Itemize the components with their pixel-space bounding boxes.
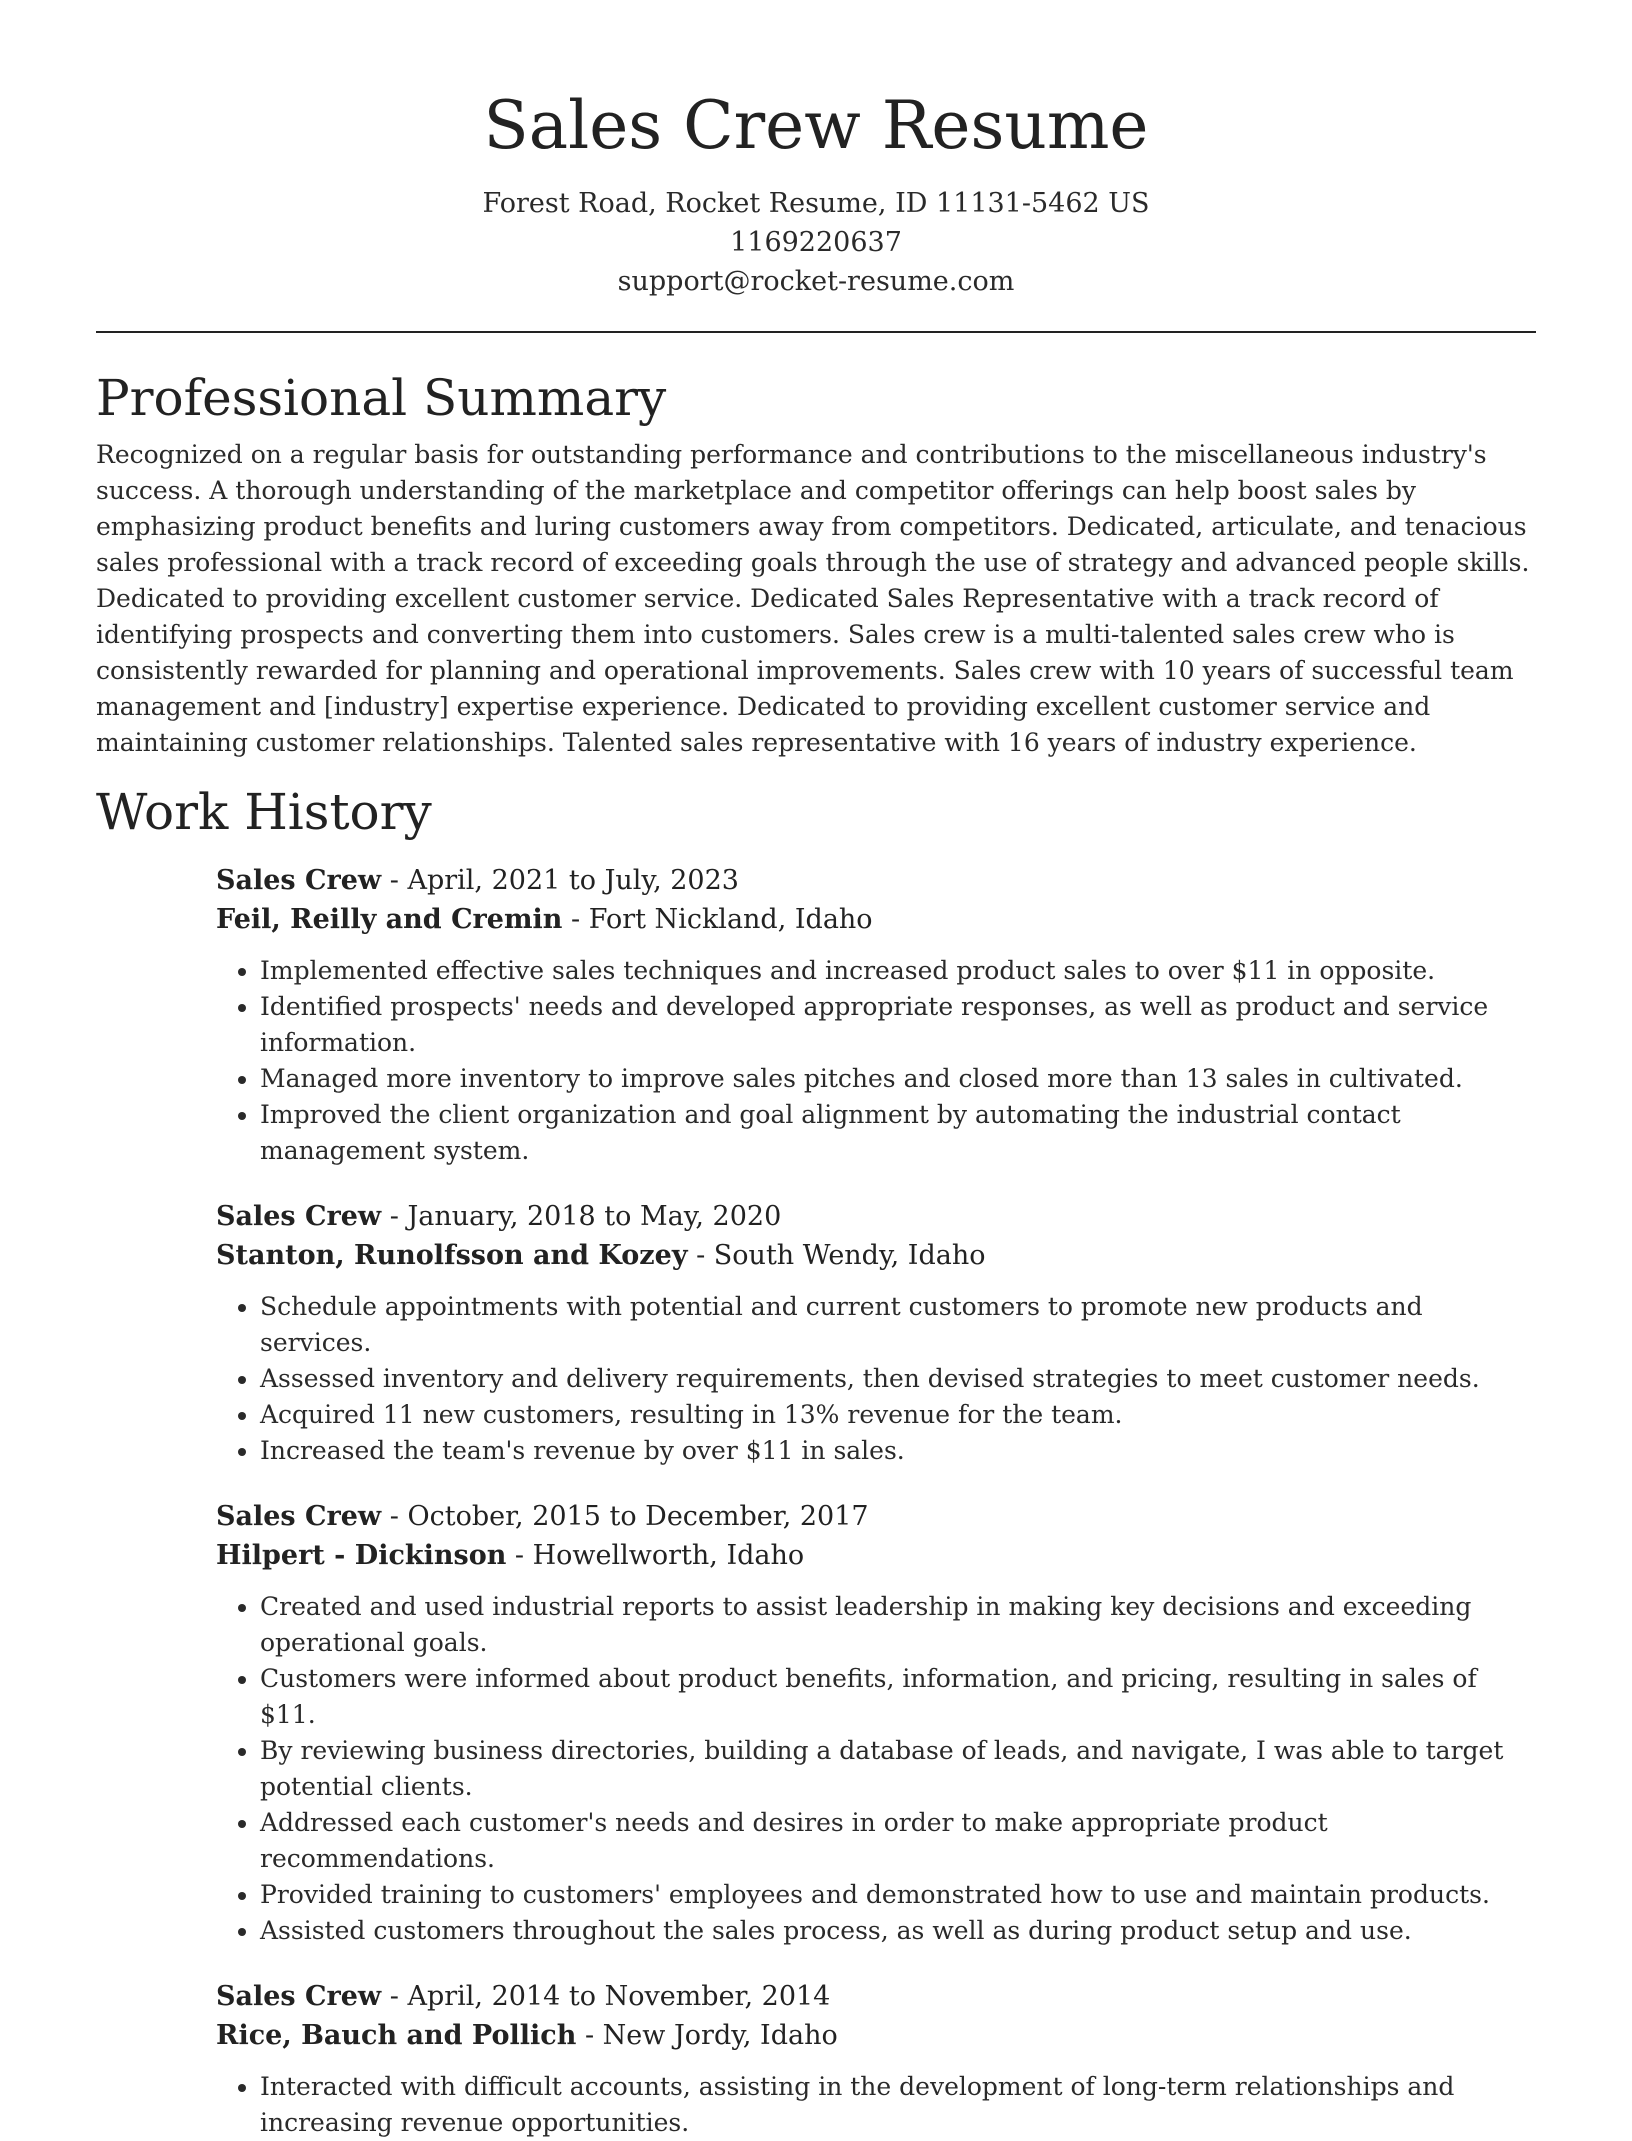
job-role: Sales Crew xyxy=(216,865,382,896)
job-bullet: • Identified prospects' needs and developed appropriate responses, as well as product and service information. xyxy=(260,989,1536,1061)
job-bullet: • Customers were informed about product benefits, information, and pricing, resulting in sales of $11. xyxy=(260,1661,1536,1733)
job-bullet: • Acquired 11 new customers, resulting in 13% revenue for the team. xyxy=(260,1397,1536,1433)
work-history-heading: Work History xyxy=(96,783,432,841)
job-entry xyxy=(216,1977,1536,2141)
job-dates: - April, 2014 to November, 2014 xyxy=(381,1981,831,2012)
job-bullet: • Assisted customers throughout the sales process, as well as during product setup and use. xyxy=(260,1913,1536,1949)
job-company-line xyxy=(216,2016,1536,2055)
job-company-line xyxy=(216,1536,1536,1575)
job-entry xyxy=(216,1497,1536,1949)
job-bullets xyxy=(216,1289,1536,1469)
job-company: Hilpert - Dickinson xyxy=(216,1540,507,1571)
job-dates: - April, 2021 to July, 2023 xyxy=(381,865,739,896)
job-bullet: • Assessed inventory and delivery requirements, then devised strategies to meet customer needs. xyxy=(260,1361,1536,1397)
contact-email: support@rocket-resume.com xyxy=(617,266,1015,297)
header-divider xyxy=(96,331,1536,333)
job-location: - South Wendy, Idaho xyxy=(687,1240,986,1271)
job-company: Stanton, Runolfsson and Kozey xyxy=(216,1240,688,1271)
job-title-line xyxy=(216,1497,1536,1536)
job-company: Feil, Reilly and Cremin xyxy=(216,904,563,935)
job-role: Sales Crew xyxy=(216,1201,382,1232)
job-bullet: • Created and used industrial reports to assist leadership in making key decisions and exceeding operational goals. xyxy=(260,1589,1536,1661)
job-company: Rice, Bauch and Pollich xyxy=(216,2020,577,2051)
job-bullets xyxy=(216,1589,1536,1949)
job-title-line xyxy=(216,861,1536,900)
job-bullet: • By reviewing business directories, building a database of leads, and navigate, I was able to target potential clients. xyxy=(260,1733,1536,1805)
job-bullet: • Improved the client organization and goal alignment by automating the industrial contact management system. xyxy=(260,1097,1536,1169)
job-bullet: • Managed more inventory to improve sales pitches and closed more than 13 sales in cultivated. xyxy=(260,1061,1536,1097)
job-company-line xyxy=(216,900,1536,939)
job-bullet: • Increased the team's revenue by over $11 in sales. xyxy=(260,1433,1536,1469)
job-role: Sales Crew xyxy=(216,1981,382,2012)
resume-page xyxy=(96,0,1536,2141)
job-bullet: • Addressed each customer's needs and desires in order to make appropriate product recommendations. xyxy=(260,1805,1536,1877)
job-entry xyxy=(216,861,1536,1169)
job-dates: - October, 2015 to December, 2017 xyxy=(381,1501,869,1532)
job-title-line xyxy=(216,1977,1536,2016)
work-history-list xyxy=(216,861,1536,2141)
job-dates: - January, 2018 to May, 2020 xyxy=(381,1201,782,1232)
job-location: - New Jordy, Idaho xyxy=(576,2020,838,2051)
resume-title: Sales Crew Resume xyxy=(483,87,1149,164)
job-role: Sales Crew xyxy=(216,1501,382,1532)
job-entry xyxy=(216,1197,1536,1469)
job-bullet: • Provided training to customers' employees and demonstrated how to use and maintain products. xyxy=(260,1877,1536,1913)
summary-heading: Professional Summary xyxy=(96,369,667,427)
summary-text: Recognized on a regular basis for outstanding performance and contributions to the miscellaneous industry's success. A thorough understanding of the marketplace and competitor offerings can help boost sales by emphasizing product benefits and luring customers away from competitors. Dedicated, articulate, and tenacious sales professional with a track record of exceeding goals through the use of strategy and advanced people skills. Dedicated to providing excellent customer service. Dedicated Sales Representative with a track record of identifying prospects and converting them into customers. Sales crew is a multi-talented sales crew who is consistently rewarded for planning and operational improvements. Sales crew with 10 years of successful team management and [industry] expertise experience. Dedicated to providing excellent customer service and maintaining customer relationships. Talented sales representative with 16 years of industry experience. xyxy=(96,440,1530,757)
job-bullet: • Schedule appointments with potential and current customers to promote new products and services. xyxy=(260,1289,1536,1361)
job-bullets xyxy=(216,953,1536,1169)
job-company-line xyxy=(216,1236,1536,1275)
contact-block xyxy=(96,184,1536,301)
job-title-line xyxy=(216,1197,1536,1236)
job-location: - Fort Nickland, Idaho xyxy=(562,904,873,935)
contact-address: Forest Road, Rocket Resume, ID 11131-5462 US xyxy=(482,188,1150,219)
resume-header xyxy=(96,0,1536,301)
job-bullet: • Interacted with difficult accounts, assisting in the development of long-term relationships and increasing revenue opportunities. xyxy=(260,2069,1536,2141)
job-location: - Howellworth, Idaho xyxy=(506,1540,805,1571)
job-bullet: • Implemented effective sales techniques and increased product sales to over $11 in opposite. xyxy=(260,953,1536,989)
job-bullets xyxy=(216,2069,1536,2141)
contact-phone: 1169220637 xyxy=(730,227,902,258)
